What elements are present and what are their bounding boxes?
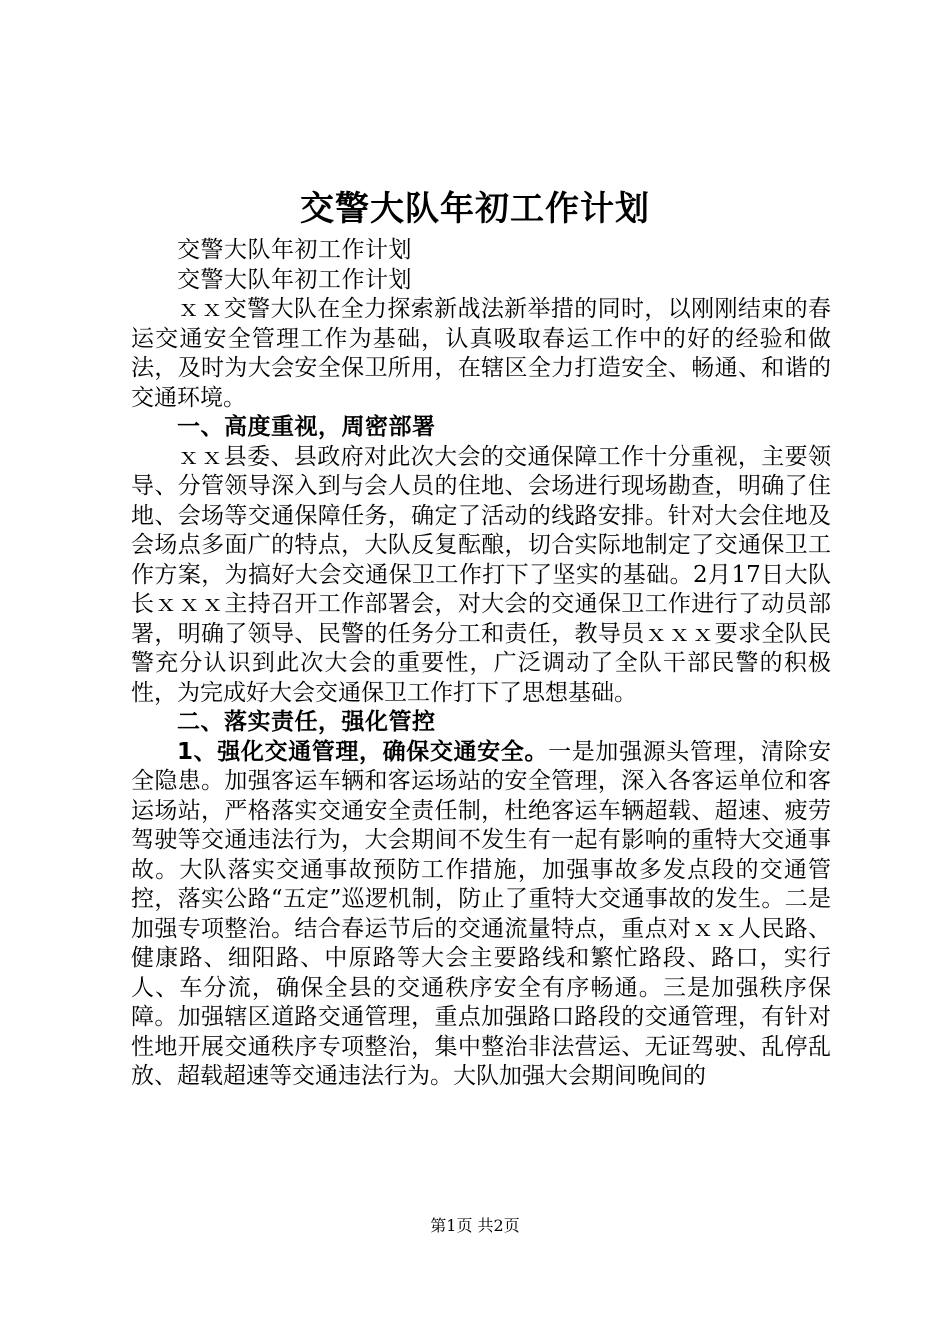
section-2-item-1-lead: 1、强化交通管理，确保交通安全。: [177, 738, 549, 765]
document-title: 交警大队年初工作计划: [300, 189, 650, 229]
section-2-heading: 二、落实责任，强化管控: [177, 709, 436, 735]
section-1-paragraph: ｘｘ县委、县政府对此次大会的交通保障工作十分重视，主要领导、分管领导深入到与会人员的住地、会场进行现场勘查，明确了住地、会场等交通保障任务，确定了活动的线路安排。针对大会住地及会场点多面广的特点，大队反复酝酿，切合实际地制定了交通保卫工作方案，为搞好大会交通保卫工作打下了坚实的基础。2月17日大队长ｘｘｘ主持召开工作部署会，对大会的交通保卫工作进行了动员部署，明确了领导、民警的任务分工和责任，教导员ｘｘｘ要求全队民警充分认识到此次大会的重要性，广泛调动了全队干部民警的积极性，为完成好大会交通保卫工作打下了思想基础。: [131, 443, 831, 706]
subtitle-line-2: 交警大队年初工作计划: [177, 266, 412, 293]
section-2-item-1-paragraph: [131, 738, 831, 1092]
page-footer: 第1页 共2页: [430, 1216, 520, 1235]
section-2-item-1-body: 一是加强源头管理，清除安全隐患。加强客运车辆和客运场站的安全管理，深入各客运单位和客运场站，严格落实交通安全责任制，杜绝客运车辆超载、超速、疲劳驾驶等交通违法行为，大会期间不发生有一起有影响的重特大交通事故。大队落实交通事故预防工作措施，加强事故多发点段的交通管控，落实公路“五定”巡逻机制，防止了重特大交通事故的发生。二是加强专项整治。结合春运节后的交通流量特点，重点对ｘｘ人民路、健康路、细阳路、中原路等大会主要路线和繁忙路段、路口，实行人、车分流，确保全县的交通秩序安全有序畅通。三是加强秩序保障。加强辖区道路交通管理，重点加强路口路段的交通管理，有针对性地开展交通秩序专项整治，集中整治非法营运、无证驾驶、乱停乱放、超载超速等交通违法行为。大队加强大会期间晚间的: [131, 738, 831, 1089]
subtitle-line-1: 交警大队年初工作计划: [177, 237, 412, 263]
intro-paragraph: ｘｘ交警大队在全力探索新战法新举措的同时，以刚刚结束的春运交通安全管理工作为基础，认真吸取春运工作中的好的经验和做法，及时为大会安全保卫所用，在辖区全力打造安全、畅通、和谐的交通环境。: [131, 296, 831, 411]
section-1-heading: 一、高度重视，周密部署: [177, 414, 436, 440]
document-body: [131, 236, 831, 1092]
